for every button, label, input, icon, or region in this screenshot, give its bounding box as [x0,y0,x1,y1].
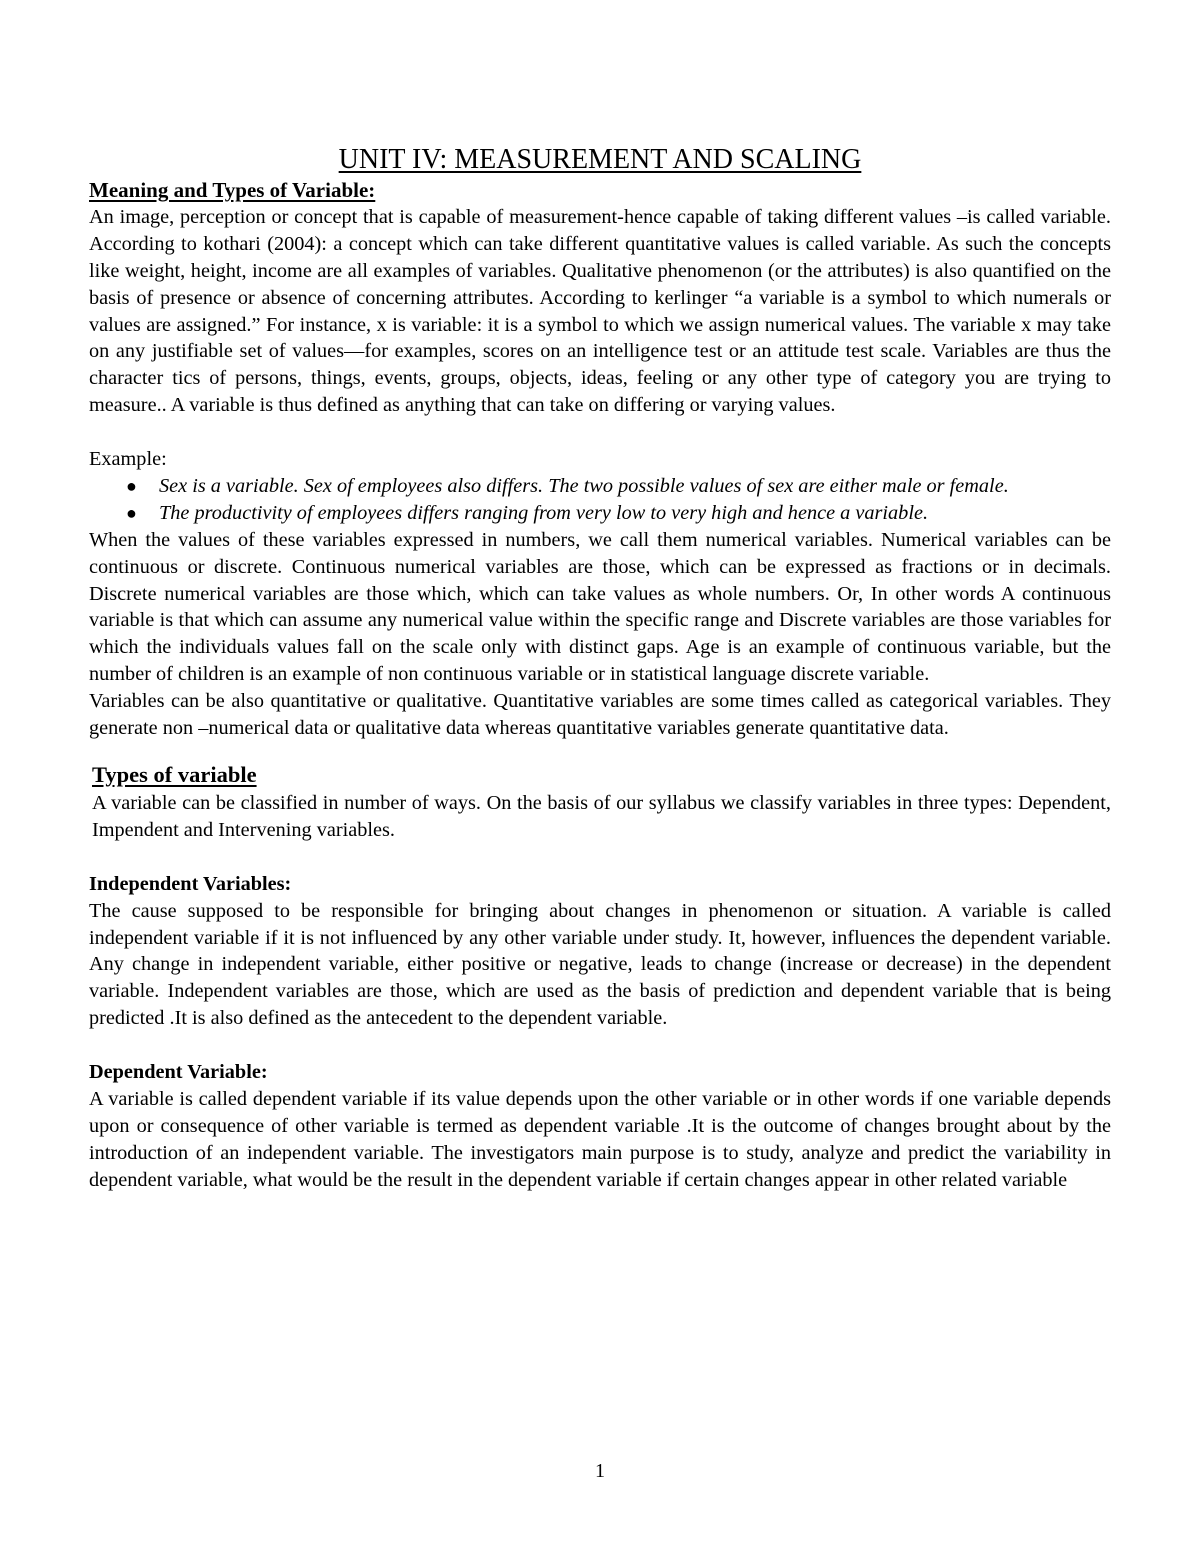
list-item [126,473,1111,500]
spacer [89,1032,1111,1059]
section-heading-types: Types of variable [92,762,257,788]
bullet-icon: ● [126,502,137,523]
spacer [89,844,1111,871]
paragraph-meaning: An image, perception or concept that is capable of measurement-hence capable of taking different values –is called variable. According to kothari (2004): a concept which can take different quantitative values is called variable. As such the concepts like weight, height, income are all examples of variables. Qualitative phenomenon (or the attributes) is also quantified on the basis of presence or absence of concerning attributes. According to kerlinger “a variable is a symbol to which numerals or values are assigned.” For instance, x is variable: it is a symbol to which we assign numerical values. The variable x may take on any justifiable set of values—for examples, scores on an intelligence test or an attitude test scale. Variables are thus the character tics of persons, things, events, groups, objects, ideas, feeling or any other type of category you are trying to measure.. A variable is thus defined as anything that can take on differing or varying values. [89,205,1111,417]
heading-independent: Independent Variables: [89,872,292,895]
page-number: 1 [595,1460,605,1482]
paragraph-independent: The cause supposed to be responsible for bringing about changes in phenomenon or situation. A variable is called independent variable if it is not influenced by any other variable under study. It, however, influences the dependent variable. Any change in independent variable, either positive or negative, leads to change (increase or decrease) in the dependent variable. Independent variables are those, which are used as the basis of prediction and dependent variable that is being predicted .It is also defined as the antecedent to the dependent variable. [89,899,1111,1030]
bullet-icon: ● [126,475,137,496]
page-content [89,143,1111,1194]
paragraph-dependent: A variable is called dependent variable if its value depends upon the other variable or in other words if one variable depends upon or consequence of other variable is termed as dependent variable .It is the outcome of changes brought about by the introduction of an independent variable. The investigators main purpose is to study, analyze and predict the variability in dependent variable, what would be the result in the dependent variable if certain changes appear in other related variable [89,1087,1111,1191]
paragraph-types: A variable can be classified in number of ways. On the basis of our syllabus we classify variables in three types: Dependent, Impendent and Intervening variables. [92,792,1111,841]
paragraph-numerical: When the values of these variables expressed in numbers, we call them numerical variables. Numerical variables can be continuous or discrete. Continuous numerical variables are those, which can be expressed as fractions or in decimals. Discrete numerical variables are those which, which can take values as whole numbers. Or, In other words A continuous variable is that which can assume any numerical value within the specific range and Discrete variables are those variables for which the individuals values fall on the scale only with distinct gaps. Age is an example of continuous variable, but the number of children is an example of non continuous variable or in statistical language discrete variable. [89,528,1111,686]
example-label: Example: [89,448,167,471]
list-item-text: Sex is a variable. Sex of employees also differs. The two possible values of sex are either male or female. [159,474,1009,497]
spacer [89,419,1111,446]
list-item [126,500,1111,527]
list-item-text: The productivity of employees differs ranging from very low to very high and hence a variable. [159,501,929,524]
spacer [89,742,1111,760]
section-heading-meaning: Meaning and Types of Variable: [89,178,376,202]
page-title: UNIT IV: MEASUREMENT AND SCALING [338,144,862,175]
paragraph-qualitative: Variables can be also quantitative or qualitative. Quantitative variables are some times called as categorical variables. They generate non –numerical data or qualitative data whereas quantitative variables generate quantitative data. [89,690,1111,740]
heading-dependent: Dependent Variable: [89,1061,268,1084]
example-list [89,473,1111,527]
